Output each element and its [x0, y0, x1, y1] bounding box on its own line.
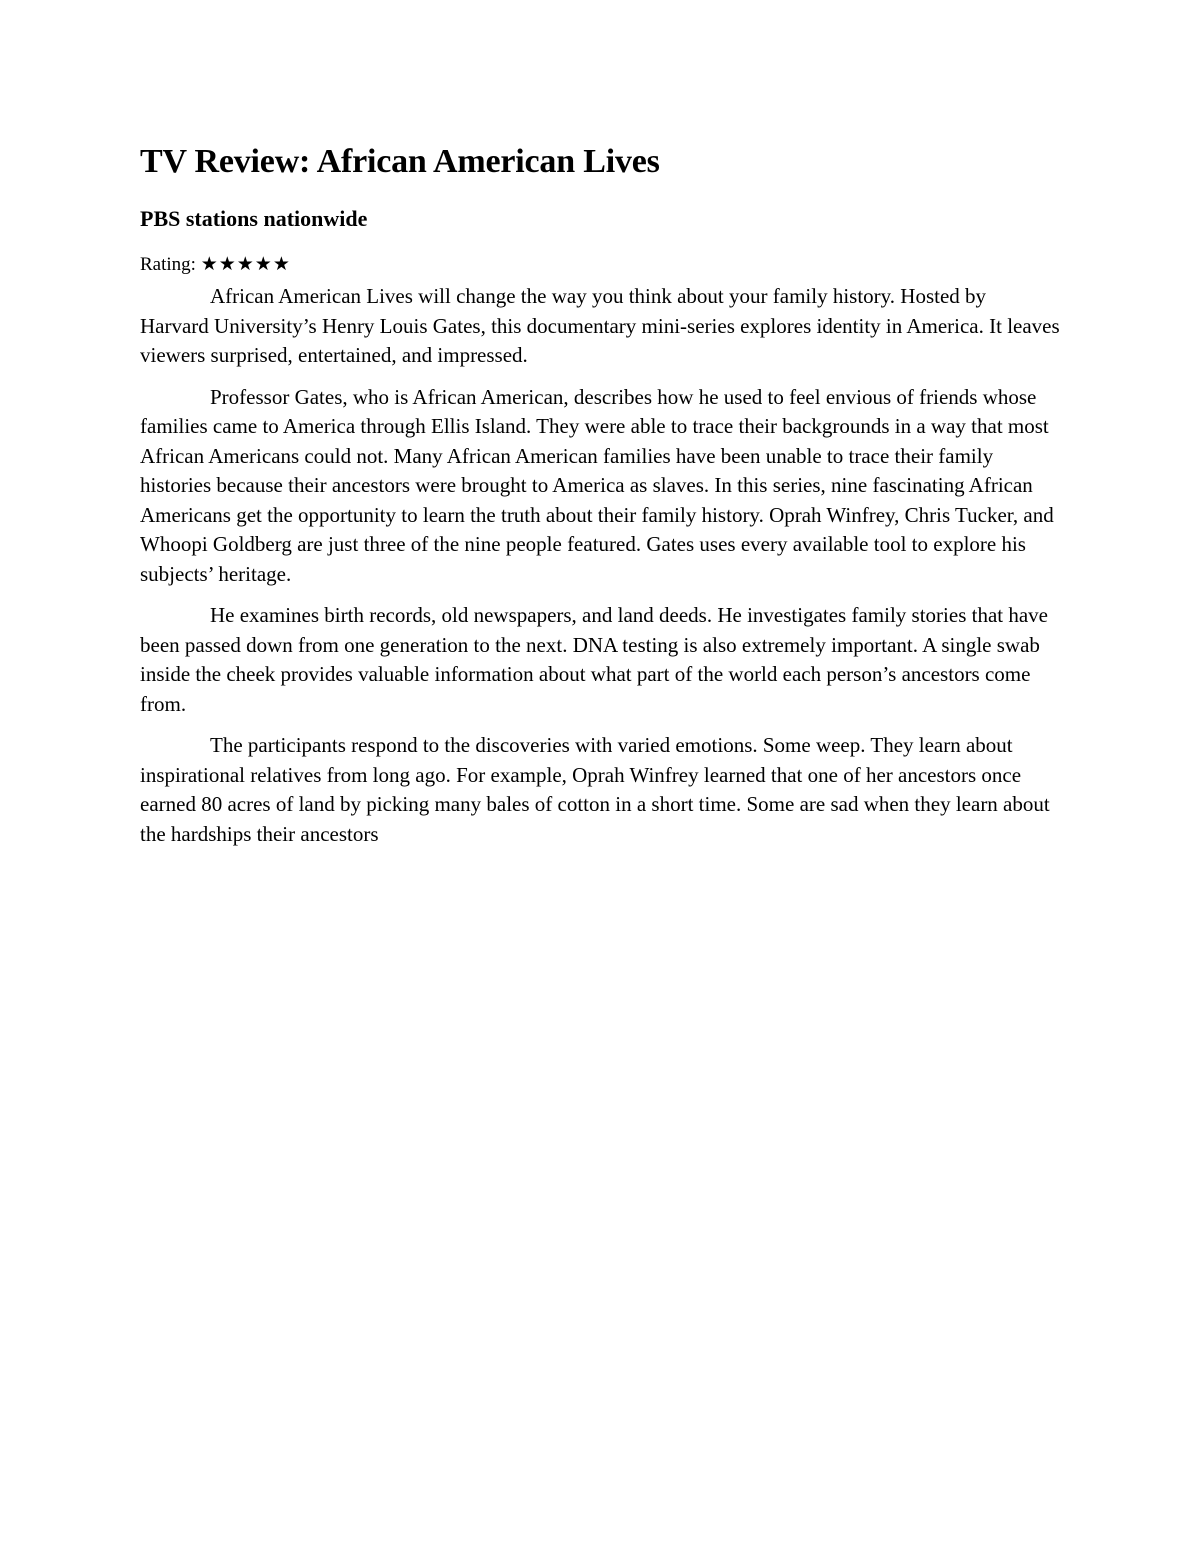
body-paragraph-3: He examines birth records, old newspapers, and land deeds. He investigates family stories that have been passed down from one generation to the next. DNA testing is also extremely important. A single swab inside the cheek provides valuable information about what part of the world each person’s ancestors come from. [140, 603, 1049, 716]
document-content [140, 140, 1060, 849]
rating-line [140, 252, 1060, 278]
body-paragraph-1: African American Lives will change the way you think about your family history. Hosted by Harvard University’s Henry Louis Gates, this documentary mini-series explores identity in America. It leaves viewers surprised, entertained, and impressed. [140, 284, 1060, 367]
rating-stars: ★★★★★ [200, 254, 291, 275]
body-paragraph-2: Professor Gates, who is African American, describes how he used to feel envious of friends whose families came to America through Ellis Island. They were able to trace their backgrounds in a way that most African Americans could not. Many African American families have been unable to trace their family histories because their ancestors were brought to America as slaves. In this series, nine fascinating African Americans get the opportunity to learn the truth about their family history. Oprah Winfrey, Chris Tucker, and Whoopi Goldberg are just three of the nine people featured. Gates uses every available tool to explore his subjects’ heritage. [140, 384, 1054, 586]
page-title: TV Review: African American Lives [140, 143, 660, 180]
page-subtitle: PBS stations nationwide [140, 206, 368, 231]
body-paragraph-4: The participants respond to the discoveries with varied emotions. Some weep. They learn about inspirational relatives from long ago. For example, Oprah Winfrey learned that one of her ancestors once earned 80 acres of land by picking many bales of cotton in a short time. Some are sad when they learn about the hardships their ancestors [140, 733, 1050, 846]
rating-label: Rating: [140, 254, 196, 275]
